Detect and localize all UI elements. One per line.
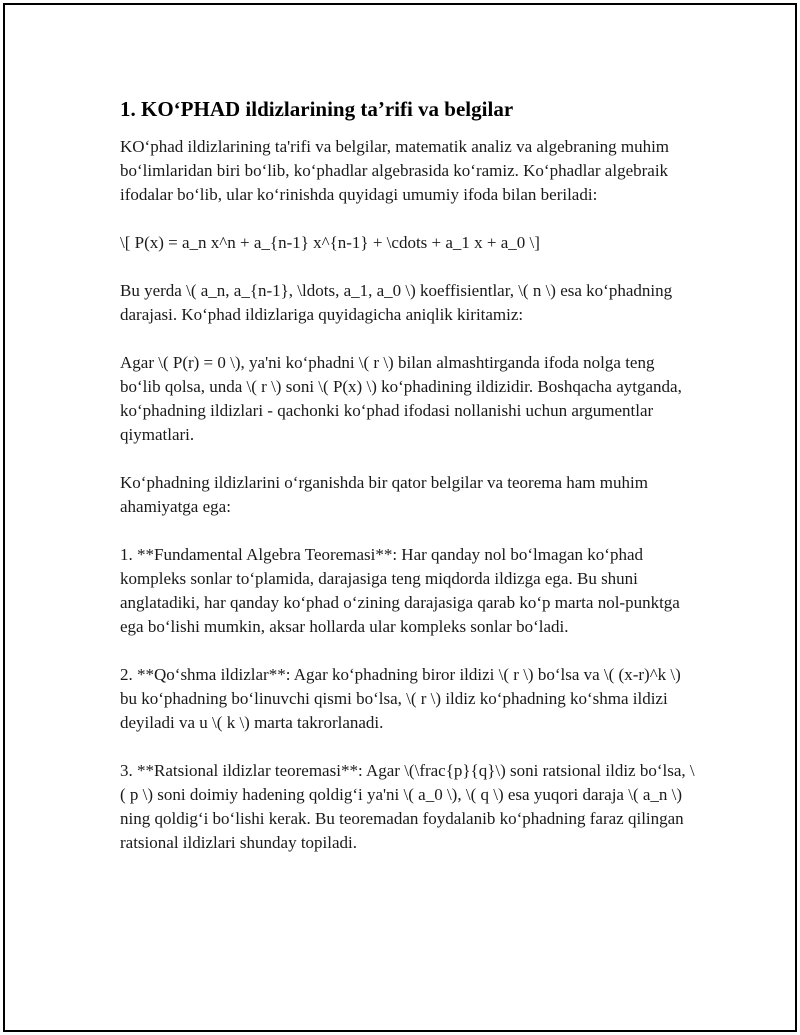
intro-paragraph: KO‘phad ildizlarining ta'rifi va belgilar, matematik analiz va algebraning muhim bo‘limlaridan biri bo‘lib, ko‘phadlar algebrasida ko‘ramiz. Ko‘phadlar algebraik ifodalar bo‘lib, ular ko‘rinishda quyidagi umumiy ifoda bilan beriladi: [120,137,670,204]
theorems-intro-paragraph: Ko‘phadning ildizlarini o‘rganishda bir qator belgilar va teorema ham muhim ahamiyatga ega: [120,473,648,516]
document-body [120,95,695,879]
root-definition-paragraph: Agar \( P(r) = 0 \), ya'ni ko‘phadni \( r \) bilan almashtirganda ifoda nolga teng bo‘lib qolsa, unda \( r \) soni \( P(x) \) ko‘phadining ildizidir. Boshqacha aytganda, ko‘phadning ildizlari - qachonki ko‘phad ifodasi nollanishi uchun argumentlar qiymatlari. [120,353,682,444]
list-item-rational-roots: 3. **Ratsional ildizlar teoremasi**: Agar \(\frac{p}{q}\) soni ratsional ildiz bo‘lsa, \( p \) soni doimiy hadening qoldig‘i ya'ni \( a_0 \), \( q \) esa yuqori daraja \( a_n \) ning qoldig‘i bo‘lishi kerak. Bu teoremadan foydalanib ko‘phadning faraz qilingan ratsional ildizlari shunday topiladi. [120,761,695,852]
list-item-multiple-roots: 2. **Qo‘shma ildizlar**: Agar ko‘phadning biror ildizi \( r \) bo‘lsa va \( (x-r)^k \) bu ko‘phadning bo‘linuvchi qismi bo‘lsa, \( r \) ildiz ko‘phadning ko‘shma ildizi deyiladi va u \( k \) marta takrorlanadi. [120,665,681,732]
polynomial-formula: \[ P(x) = a_n x^n + a_{n-1} x^{n-1} + \cdots + a_1 x + a_0 \] [120,233,540,252]
coefficients-paragraph: Bu yerda \( a_n, a_{n-1}, \ldots, a_1, a_0 \) koeffisientlar, \( n \) esa ko‘phadning darajasi. Ko‘phad ildizlariga quyidagicha aniqlik kiritamiz: [120,281,673,324]
page-frame [3,3,797,1032]
list-item-fundamental-theorem: 1. **Fundamental Algebra Teoremasi**: Har qanday nol bo‘lmagan ko‘phad kompleks sonlar to‘plamida, darajasiga teng miqdorda ildizga ega. Bu shuni anglatadiki, har qanday ko‘phad o‘zining darajasiga qarab ko‘p marta nol-punktga ega bo‘lishi mumkin, aksar hollarda ular kompleks sonlar bo‘ladi. [120,545,680,636]
section-heading: 1. KO‘PHAD ildizlarining ta’rifi va belgilar [120,97,514,121]
